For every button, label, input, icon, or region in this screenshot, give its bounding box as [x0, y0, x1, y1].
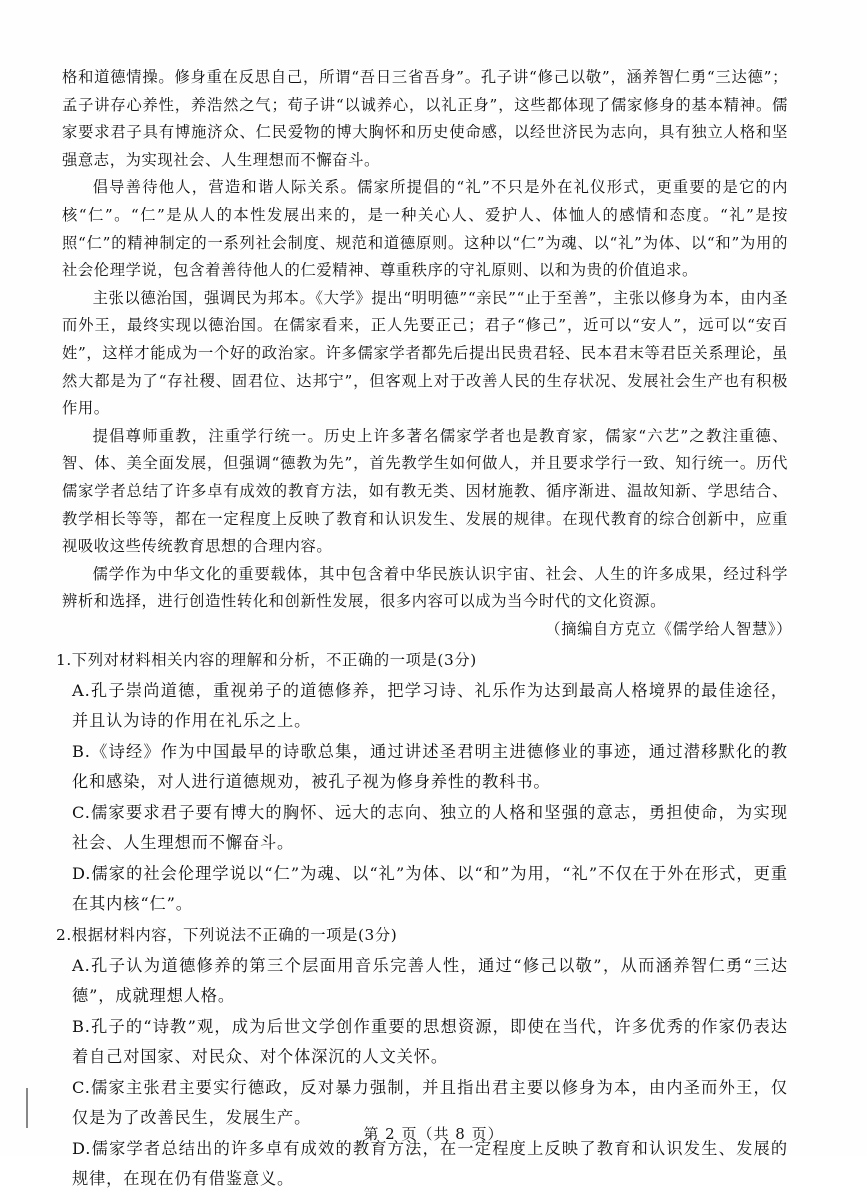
option-a: A.孔子认为道德修养的第三个层面用音乐完善人性，通过“修己以敬”，从而涵养智仁勇“三达德”，成就理想人格。: [72, 956, 788, 1005]
option-b: B.孔子的“诗教”观，成为后世文学创作重要的思想资源，即使在当代，许多优秀的作家仍表达着自己对国家、对民众、对个体深沉的人文关怀。: [72, 1017, 788, 1066]
page-content: [56, 64, 792, 1193]
option-a: A.孔子崇尚道德，重视弟子的道德修养，把学习诗、礼乐作为达到最高人格境界的最佳途径，并且认为诗的作用在礼乐之上。: [72, 681, 788, 730]
passage-paragraph-3: 主张以德治国，强调民为邦本。《大学》提出“明明德”“亲民”“止于至善”，主张以修身为本，由内圣而外王，最终实现以德治国。在儒家看来，正人先要正己；君子“修己”，近可以“安人”，远可以“安百姓”，这样才能成为一个好的政治家。许多儒家学者都先后提出民贵君轻、民本君末等君臣关系理论，虽然大都是为了“存社稷、固君位、达邦宁”，但客观上对于改善人民的生存状况、发展社会生产也有积极作用。: [62, 288, 788, 418]
option-c: C.儒家要求君子要有博大的胸怀、远大的志向、独立的人格和坚强的意志，勇担使命，为实现社会、人生理想而不懈奋斗。: [72, 803, 788, 852]
option-d: D.儒家的社会伦理学说以“仁”为魂、以“礼”为体、以“和”为用，“礼”不仅在于外在形式，更重在其内核“仁”。: [72, 864, 788, 913]
question-stem: 2.根据材料内容，下列说法不正确的一项是(3分): [56, 926, 398, 945]
question-1: [56, 647, 788, 918]
page-number-footer: 第 2 页（共 8 页）: [363, 1125, 504, 1143]
passage-paragraph-1: 格和道德情操。修身重在反思自己，所谓“吾日三省吾身”。孔子讲“修己以敬”，涵养智仁勇“三达德”；孟子讲存心养性，养浩然之气；荀子讲“以诚养心，以礼正身”，这些都体现了儒家修身的基本精神。儒家要求君子具有博施济众、仁民爱物的博大胸怀和历史使命感，以经世济民为志向，具有独立人格和坚强意志，为实现社会、人生理想而不懈奋斗。: [62, 68, 788, 169]
passage-paragraph-4: 提倡尊师重教，注重学行统一。历史上许多著名儒家学者也是教育家，儒家“六艺”之教注重德、智、体、美全面发展，但强调“德教为先”，首先教学生如何做人，并且要求学行一致、知行统一。历代儒家学者总结了许多卓有成效的教育方法，如有教无类、因材施教、循序渐进、温故知新、学思结合、教学相长等等，都在一定程度上反映了教育和认识发生、发展的规律。在现代教育的综合创新中，应重视吸收这些传统教育思想的合理内容。: [62, 426, 788, 556]
passage-paragraph-5: 儒学作为中华文化的重要载体，其中包含着中华民族认识宇宙、社会、人生的许多成果，经过科学辨析和选择，进行创造性转化和创新性发展，很多内容可以成为当今时代的文化资源。: [62, 564, 788, 611]
option-d: D.儒家学者总结出的许多卓有成效的教育方法，在一定程度上反映了教育和认识发生、发展的规律，在现在仍有借鉴意义。: [72, 1139, 788, 1188]
passage-paragraph-2: 倡导善待他人，营造和谐人际关系。儒家所提倡的“礼”不只是外在礼仪形式，更重要的是它的内核“仁”。“仁”是从人的本性发展出来的，是一种关心人、爱护人、体恤人的感情和态度。“礼”是按照“仁”的精神制定的一系列社会制度、规范和道德原则。这种以“仁”为魂、以“礼”为体、以“和”为用的社会伦理学说，包含着善待他人的仁爱精神、尊重秩序的守礼原则、以和为贵的价值追求。: [62, 178, 788, 280]
option-b: B.《诗经》作为中国最早的诗歌总集，通过讲述圣君明主进德修业的事迹，通过潜移默化的教化和感染，对人进行道德规劝，被孔子视为修身养性的教科书。: [72, 742, 788, 791]
option-c: C.儒家主张君主要实行德政，反对暴力强制，并且指出君主要以修身为本，由内圣而外王，仅仅是为了改善民生，发展生产。: [72, 1078, 788, 1127]
question-2: [56, 922, 788, 1193]
question-stem: 1.下列对材料相关内容的理解和分析，不正确的一项是(3分): [56, 651, 477, 670]
scan-edge-mark: [26, 1088, 28, 1128]
passage-source: （摘编自方克立《儒学给人智慧》）: [545, 619, 792, 638]
